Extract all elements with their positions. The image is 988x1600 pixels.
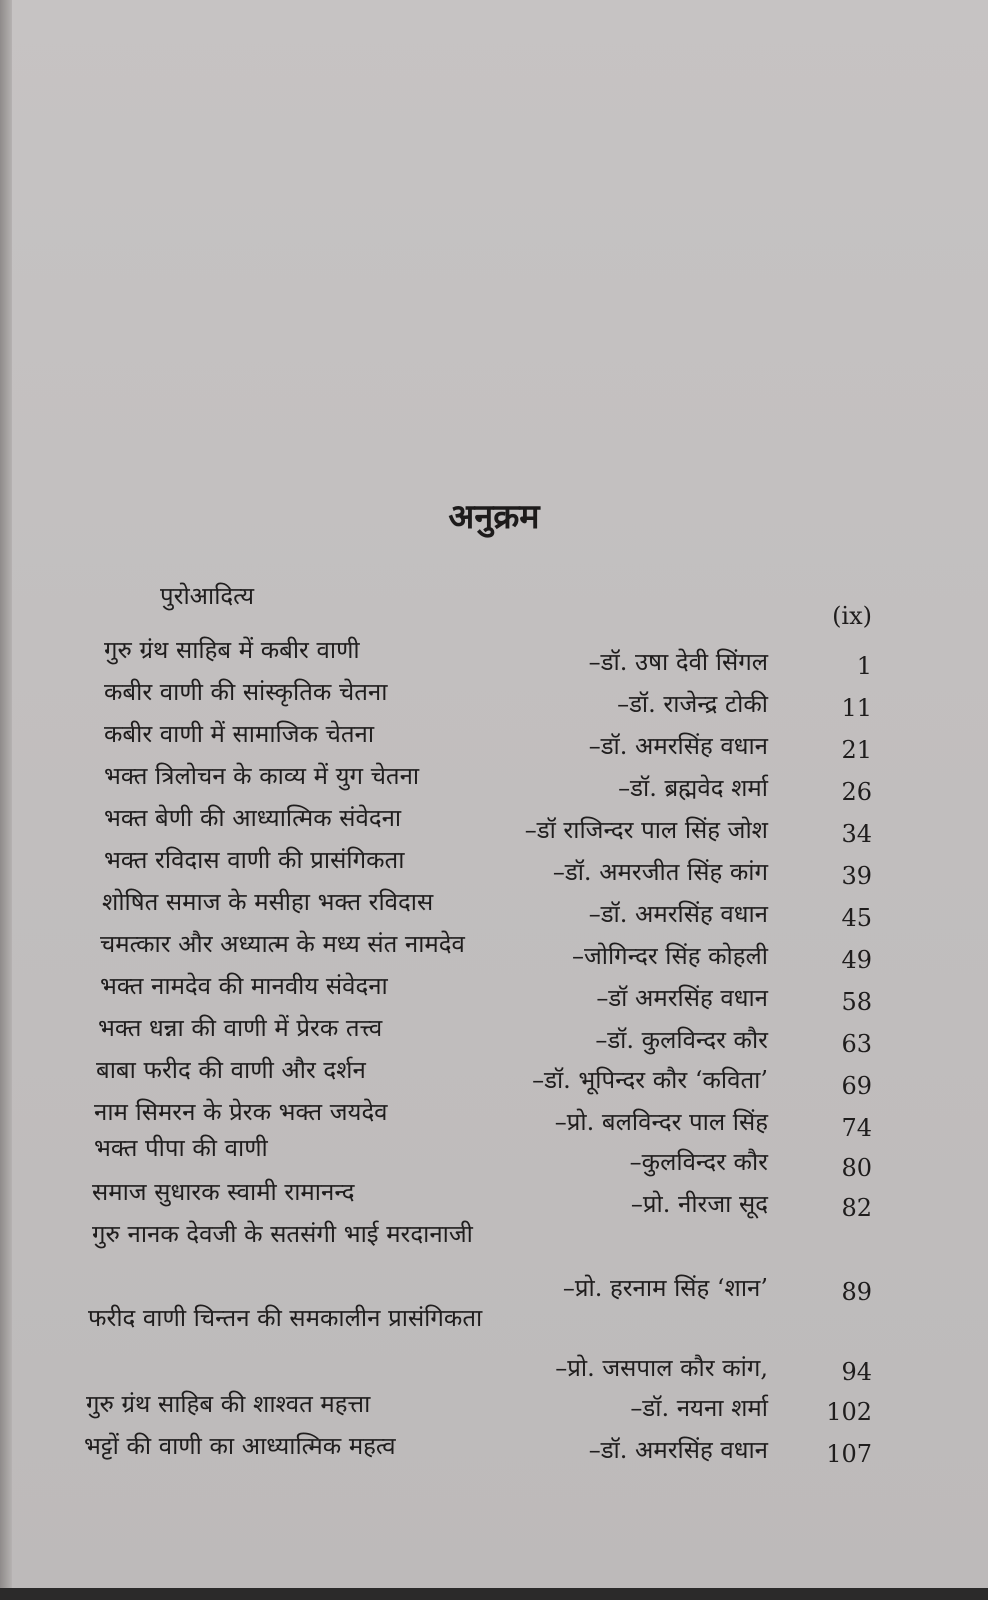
toc-row	[0, 1132, 988, 1182]
toc-title: गुरु नानक देवजी के सतसंगी भाई मरदानाजी	[92, 1220, 473, 1248]
toc-author: –डॉ. ब्रह्मवेद शर्मा	[618, 774, 768, 802]
toc-title: गुरु ग्रंथ साहिब की शाश्वत महत्ता	[86, 1390, 371, 1418]
toc-row	[0, 1302, 988, 1342]
toc-author: –डॉ. राजेन्द्र टोकी	[617, 690, 768, 718]
toc-author: –प्रो. नीरजा सूद	[630, 1190, 768, 1218]
toc-row	[0, 1054, 988, 1100]
toc-page: 82	[841, 1194, 872, 1222]
toc-row	[0, 1096, 988, 1142]
toc-row	[0, 676, 988, 722]
toc-author: –प्रो. बलविन्दर पाल सिंह	[554, 1108, 768, 1136]
toc-row	[0, 1012, 988, 1058]
toc-author: –डॉ अमरसिंह वधान	[596, 984, 768, 1012]
toc-page: 107	[826, 1440, 872, 1468]
toc-author: –प्रो. जसपाल कौर कांग,	[555, 1354, 768, 1382]
toc-author: –जोगिन्दर सिंह कोहली	[571, 942, 768, 970]
toc-row	[0, 580, 988, 630]
toc-author: –डॉ. भूपिन्दर कौर ‘कविता’	[532, 1066, 768, 1094]
toc-author: –कुलविन्दर कौर	[629, 1148, 768, 1176]
toc-page: 74	[841, 1114, 872, 1142]
toc-title: चमत्कार और अध्यात्म के मध्य संत नामदेव	[100, 930, 465, 958]
toc-page: 69	[841, 1072, 872, 1100]
toc-row	[0, 970, 988, 1016]
toc-title: समाज सुधारक स्वामी रामानन्द	[92, 1178, 355, 1206]
toc-title: शोषित समाज के मसीहा भक्त रविदास	[102, 888, 434, 916]
toc-page: (ix)	[832, 602, 872, 630]
toc-page: 102	[826, 1398, 872, 1426]
toc-row	[0, 1388, 988, 1428]
toc-row	[0, 928, 988, 974]
toc-title: गुरु ग्रंथ साहिब में कबीर वाणी	[104, 636, 360, 664]
toc-row	[0, 802, 988, 848]
toc-title: नाम सिमरन के प्रेरक भक्त जयदेव	[94, 1098, 388, 1126]
toc-title: भक्त धन्ना की वाणी में प्रेरक तत्त्व	[98, 1014, 383, 1042]
toc-page: 80	[841, 1154, 872, 1182]
toc-page: 26	[841, 778, 872, 806]
toc-row	[0, 718, 988, 764]
toc-page: 1	[856, 652, 872, 680]
toc-page: 49	[841, 946, 872, 974]
toc-row	[0, 1430, 988, 1470]
toc-page: 63	[841, 1030, 872, 1058]
toc-author: –डॉ. अमरसिंह वधान	[588, 732, 768, 760]
toc-author: –प्रो. हरनाम सिंह ‘शान’	[562, 1274, 768, 1302]
page-title: अनुक्रम	[448, 497, 540, 537]
toc-row	[0, 634, 988, 680]
toc-author: –डॉ. कुलविन्दर कौर	[595, 1026, 768, 1054]
toc-author: –डॉ. अमरजीत सिंह कांग	[552, 858, 768, 886]
toc-page: 45	[841, 904, 872, 932]
toc-page: 39	[841, 862, 872, 890]
toc-row	[0, 886, 988, 932]
toc-row	[0, 844, 988, 890]
toc-title: भट्टों की वाणी का आध्यात्मिक महत्व	[84, 1432, 396, 1460]
toc-title: भक्त नामदेव की मानवीय संवेदना	[100, 972, 388, 1000]
toc-title: पुरोआदित्य	[160, 582, 255, 610]
toc-author: –डॉ. उषा देवी सिंगल	[588, 648, 768, 676]
toc-author: –डॉ राजिन्दर पाल सिंह जोश	[524, 816, 768, 844]
toc-title: कबीर वाणी में सामाजिक चेतना	[104, 720, 375, 748]
toc-page: 94	[841, 1358, 872, 1386]
toc-page: 89	[841, 1278, 872, 1306]
toc-row	[0, 1218, 988, 1258]
toc-row	[0, 760, 988, 806]
toc-page: 34	[841, 820, 872, 848]
bottom-edge	[0, 1588, 988, 1600]
toc-title: भक्त रविदास वाणी की प्रासंगिकता	[104, 846, 405, 874]
toc-author: –डॉ. नयना शर्मा	[630, 1394, 768, 1422]
toc-author: –डॉ. अमरसिंह वधान	[588, 900, 768, 928]
toc-title: भक्त बेणी की आध्यात्मिक संवेदना	[104, 804, 402, 832]
toc-page: 21	[841, 736, 872, 764]
toc-title: बाबा फरीद की वाणी और दर्शन	[96, 1056, 366, 1084]
toc-title: भक्त पीपा की वाणी	[94, 1134, 268, 1162]
toc-page: 11	[841, 694, 872, 722]
toc-title: कबीर वाणी की सांस्कृतिक चेतना	[104, 678, 388, 706]
toc-title: फरीद वाणी चिन्तन की समकालीन प्रासंगिकता	[88, 1304, 483, 1332]
toc-row	[0, 1176, 988, 1222]
toc-row	[0, 1352, 988, 1392]
toc-title: भक्त त्रिलोचन के काव्य में युग चेतना	[104, 762, 420, 790]
toc-page: 58	[841, 988, 872, 1016]
toc-author: –डॉ. अमरसिंह वधान	[588, 1436, 768, 1464]
